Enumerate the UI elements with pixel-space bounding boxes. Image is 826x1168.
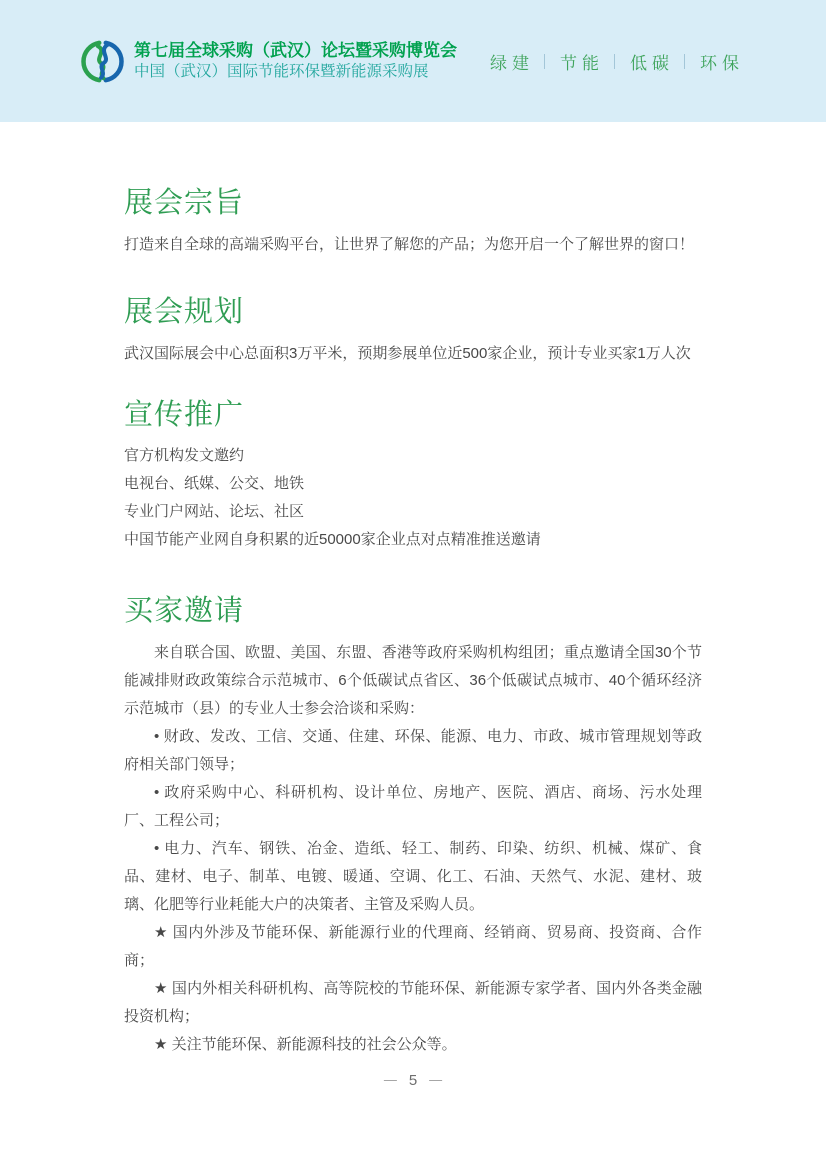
header-tag-green-building: 绿建 [490, 53, 534, 73]
tag-divider [684, 54, 685, 69]
section-title-promotion: 宣传推广 [124, 398, 245, 431]
paragraph: 官方机构发文邀约 [124, 447, 245, 465]
section-title-buyer-invitation: 买家邀请 [124, 595, 245, 628]
paragraph: 电视台、纸媒、公交、地铁 [124, 475, 305, 493]
section-title-purpose: 展会宗旨 [124, 187, 245, 219]
paragraph: 武汉国际展会中心总面积3万平米，预期参展单位近500家企业，预计专业买家1万人次 [124, 344, 691, 362]
brand-text [134, 39, 457, 84]
header-tag-environmental: 环保 [700, 53, 744, 73]
star-paragraph: ★ 国内外相关科研机构、高等院校的节能环保、新能源专家学者、国内外各类金融投资机构； [124, 980, 702, 1026]
footer-dash: — [429, 1072, 443, 1087]
brand [80, 39, 457, 84]
page-header [0, 0, 826, 122]
page-content [0, 186, 826, 1059]
expo-subtitle: 中国（武汉）国际节能环保暨新能源采购展 [134, 63, 429, 81]
section-title-planning: 展会规划 [124, 295, 245, 328]
page-footer [0, 1072, 826, 1089]
bullet-paragraph: • 政府采购中心、科研机构、设计单位、房地产、医院、酒店、商场、污水处理厂、工程公司； [124, 784, 702, 830]
star-paragraph: ★ 国内外涉及节能环保、新能源行业的代理商、经销商、贸易商、投资商、合作商； [124, 924, 702, 970]
star-paragraph: ★ 关注节能环保、新能源科技的社会公众等。 [154, 1036, 457, 1054]
footer-dash: — [383, 1072, 397, 1087]
paragraph: 打造来自全球的高端采购平台，让世界了解您的产品；为您开启一个了解世界的窗口！ [124, 235, 695, 253]
bullet-paragraph: • 电力、汽车、钢铁、冶金、造纸、轻工、制药、印染、纺织、机械、煤矿、食品、建材、电子、制革、电镀、暖通、空调、化工、石油、天然气、水泥、建材、玻璃、化肥等行业耗能大户的决策者、主管及采购人员。 [124, 840, 702, 914]
tag-divider [544, 54, 545, 69]
bullet-paragraph: • 财政、发改、工信、交通、住建、环保、能源、电力、市政、城市管理规划等政府相关部门领导； [124, 728, 702, 774]
header-tag-low-carbon: 低碳 [630, 53, 674, 73]
header-keywords [490, 49, 744, 74]
paragraph: 来自联合国、欧盟、美国、东盟、香港等政府采购机构组团；重点邀请全国30个节能减排财政政策综合示范城市、6个低碳试点省区、36个低碳试点城市、40个循环经济示范城市（县）的专业人士参会洽谈和采购： [124, 644, 702, 718]
page-number: 5 [408, 1072, 418, 1089]
expo-title: 第七届全球采购（武汉）论坛暨采购博览会 [134, 40, 457, 60]
tag-divider [614, 54, 615, 69]
expo-logo-icon [80, 39, 125, 84]
paragraph: 中国节能产业网自身积累的近50000家企业点对点精准推送邀请 [124, 531, 541, 549]
paragraph: 专业门户网站、论坛、社区 [124, 503, 305, 521]
header-tag-energy-saving: 节能 [560, 53, 604, 73]
